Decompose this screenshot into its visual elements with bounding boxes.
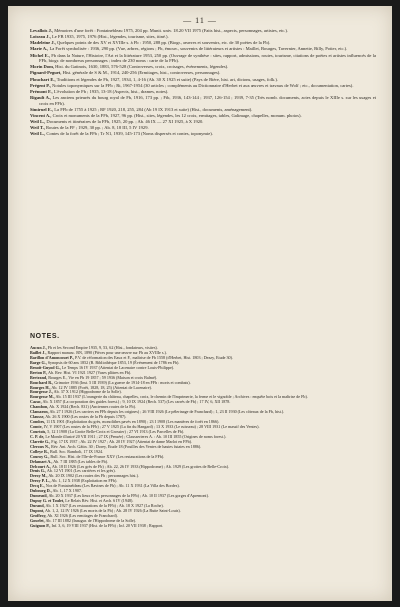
bibliography-entry-author: Marie A.,: [30, 46, 49, 52]
bibliography-entry-text: L'évolution de Fb ; 1935, 13-18 (Aspects, hist., drames, notes).: [52, 88, 169, 94]
note-entry: [30, 524, 376, 529]
bibliography-entry-text: Les anciens prieurés du bourg royal de Fb, 1916, 173 pp. ; Fib, 1936, 143-144 ; 1937, 126-154 ; 1939, 7-35 (Très nomb. documents, actes depuis le XIIIe s. sur les usages et croix en FFb).: [39, 94, 377, 106]
bibliography-entry: [30, 64, 376, 70]
note-entry-text: Synopsis de 60 ans 1852 (B. Bibliothèque 1853, 19 (Événement de 1786 en Fb).: [46, 359, 180, 365]
note-entry-text: Ab. 26 X 1900 (Les routes de la Fb depuis 1787).: [44, 414, 127, 420]
note-entry-text: Bull. Soc. Rambolt, 17 IX 1924.: [49, 448, 104, 454]
note-entry-text: Ab. 27 I 1926 (Les carriers en FFb depuis les origines) ; 26 VIII 1926 (Le pèlerinage de Franchard) ; 1, 23 II 1930 (Les côteaux de la Fb, hist.).: [48, 409, 285, 415]
note-entry-text: Ab. 1, 17 X 1907.: [51, 488, 82, 494]
note-entry-author: Durand,: [30, 503, 45, 508]
bibliography-entry: [30, 46, 376, 52]
bibliography-entry-text: Le FB 1935, 1975, 1976 (Hist., légendes, tourisme, sites, itiné.).: [50, 34, 169, 40]
bibliography-entry: [30, 83, 376, 89]
note-entry-text: Ab. X 1924 (Rech. 831) (Anciennes routes de la Fb).: [48, 404, 136, 410]
notes-heading: NOTES.: [30, 333, 60, 340]
bibliography-entry: [30, 70, 376, 76]
note-entry-author: Couroy G.,: [30, 453, 50, 459]
note-entry-author: Berton P.,: [30, 369, 48, 375]
note-entry-author: Dupont,: [30, 507, 45, 513]
document-page: [8, 6, 392, 601]
bibliography-entry-author: Vincent A.,: [30, 112, 52, 118]
bibliography-entry-author: Michel E.,: [30, 52, 50, 58]
bibliography-entry-author: Prégent P.,: [30, 82, 51, 88]
note-entry-author: Dumesnil,: [30, 493, 48, 499]
note-entry-author: Barillon d'Amoncourt P.,: [30, 354, 74, 360]
note-entry-text: Ab. 18 II 1926 (Les grès de Fb) ; Ab. 22, 26 IV 1933 (Hippodrome) ; Ab. 1929 (Les grottes de Belle-Croix).: [51, 463, 230, 469]
note-entry-author: Colleye R.,: [30, 448, 49, 454]
note-entry-text: Ab. 37 X 1912 (Hippodrome de la Solle).: [52, 389, 122, 395]
bibliography-entry-author: Loiseau J.,: [30, 34, 51, 40]
note-entry-text: 5, 12 I 1908 (La Grotte Belle-Croix et Grossier) ; 27 VI 1913 (Les Parcelles de Fb).: [46, 428, 185, 434]
bibliography-entry: [30, 113, 376, 119]
note-entry-text: Ab. 15 III 1937 (L'orangerie du château, chapelles, croix, le chemin de l'Imprimerie, la ferme et le vignoble ; Archives : enquête bois et la maîtrise de Fb).: [54, 394, 308, 400]
note-entry-text: Fig. 17 IX 1937 ; Ab. 22 IV 1927 ; Ab. 20 IV 1927 (Attentat de dame Marlot en FFb).: [50, 438, 193, 444]
note-entry-text: Bourges E., Vie en Fb 19 1857 ; 59 1936 (Maison et croix Balmé).: [47, 374, 158, 380]
note-entry-text: IV, V 1907 (Les routes de la FFb) ; 27 V 1925 (La fin du Hangard) ; 13 X 1933 (Le ruisseau) ; 28 VIII 1931 (Le massif des Ventes).: [42, 424, 260, 429]
note-entry-author: Deroy M.,: [30, 473, 48, 479]
note-entry-text: Ab. 1, 2, 12 IV 1926 (Les morts de la Fb) ; Ab. 28 IV 1926 (La Butte Saint-Louis).: [44, 507, 181, 513]
note-entry-text: Ab. 12 IV 1885 (Forêt, 1828, 18, 25) (Attentat de Lacenaire).: [50, 384, 152, 390]
note-entry-text: Rapport manusc. BN, 1890 (Pièces pour une œuvre sur Fb au XVIIIe s.).: [46, 349, 167, 355]
bibliography-entry-text: Quelques points de des XV et XVIIIe s. à Fb : 1950, 288 pp. (Biogr., œuvres et souvenirs, etc. de 30 poètes de la Fb).: [55, 40, 271, 46]
bibliography-entry: [30, 53, 376, 64]
bibliography-entry-text: Mémoires d'une forêt : Fontainebleau 1975, 204 pp. Munit. univ. 18.20 VII 1975 (Faits hist., aspects, personnages, artistes, etc.).: [53, 28, 289, 33]
bibliography-entry-author: Plouchart E.,: [30, 76, 56, 82]
bibliography-entry-author: Weil L.,: [30, 131, 46, 137]
bibliography-entry-author: Madeleine J.,: [30, 40, 56, 46]
note-entry-author: Dubourg D.,: [30, 488, 52, 494]
note-entry-text: Ab. 1, 12 X 1938 (Exploitation en FFb).: [50, 478, 118, 484]
bibliography-entry-text: Contes de la forêt de la FFb ; Tr N1, 1939, 145-173 (Noms dispersés et contes, toponymie).: [45, 131, 213, 137]
note-entry-author: Courtois,: [30, 428, 47, 434]
note-entry-author: Bourgesse J.,: [30, 389, 53, 395]
note-entry-text: Fb et les Second Empire 1935, 9, 53, 62 (Hist., fondateurs, visites).: [46, 345, 158, 350]
note-entry-author: Geoffroy,: [30, 512, 47, 518]
note-entry-author: Delamart A.,: [30, 458, 53, 464]
bibliography-entry-text: Fb dans la Nature, l'Histoire, l'Art et la littérature 1953, 250 pp. (Ouvrage de synthèse : sites, rapport, admissions, routes, tourisme, citations de poètes et artistes influencés de la FFb, biogr. de nombreux personnages ; index de 230 noms : carte de la FFb).: [39, 52, 376, 64]
note-entry-text: Le Monde illustré 20 VII 1911 ; 27 IX (Pensée) ; Clausserieres A. : Ab. 10 III 1855 (Origines de noms forest.).: [44, 433, 227, 439]
note-entry-text: Ab. XI 1926 (Les ermitages de Franchard).: [46, 512, 118, 518]
note-entry-author: Baillet J.,: [30, 349, 47, 355]
note-entry-author: C. P. de,: [30, 433, 45, 439]
note-entry-author: Clamaron,: [30, 409, 49, 415]
note-entry-text: Le Temps 16 IV 1937 (Attentat de Lacenaire contre Louis-Philippe).: [60, 364, 175, 370]
note-entry-author: Claretie G.,: [30, 438, 51, 444]
notes-list: [30, 346, 376, 529]
bibliography-entry: [30, 107, 376, 113]
bibliography-entry-text: Hist. du Gatinois, 1630, 1883, 576-528 (Controverses, croix, croisages, événements, légendes).: [54, 64, 229, 70]
note-entry-author: Dupuy G. et Toulet,: [30, 498, 65, 504]
bibliography-entry-author: Weil T.,: [30, 125, 45, 131]
bibliography-entry: [30, 34, 376, 40]
bibliography-entry-author: Morin Dom,: [30, 64, 54, 70]
note-entry-text: Bull. Soc. Hist. de l'Ile-de-France XXV (Les restaurations de la FFb).: [49, 453, 165, 459]
page-number: — 11 —: [183, 16, 217, 25]
note-entry-author: Bourgesse M.,: [30, 394, 55, 400]
note-entry-author: Aucun J.,: [30, 345, 47, 350]
bibliography-entry-text: Traditions et légendes de Fb, 1927, 1934, 1, 4-16 (Ab. 30 X 1925 et suite) (Pays de Bière, hist. art, dictons, usages, folk.).: [55, 76, 279, 82]
note-entry-author: Bouchard R.,: [30, 379, 54, 385]
bibliography-list: [30, 28, 376, 137]
note-entry-text: Ab. X 1857 (La corporation des guides forest.) ; 9, 10 IX 1924 (Rech. 537) (Les carrés de Fb) ; 17 IV, 6, XII 1878.: [41, 399, 231, 405]
bibliography-entry-text: Croix et monuments de la FFb, 1927, 96 pp. (Hist., sites, légendes, les 12 croix, ermitages, tables, Galimage, chapelles, monum. photos).: [51, 112, 302, 118]
note-entry-author: Gourlet,: [30, 517, 45, 523]
note-entry-author: Bourges H.,: [30, 384, 51, 390]
note-entry-author: Bertrand,: [30, 374, 48, 380]
bibliography-entry-text: Hist. générale de S & M., 1914, 240-256 (Ermitages, hist., controverses, personnages).: [61, 70, 221, 76]
bibliography-entry-author: Weil L.,: [30, 118, 46, 124]
note-entry-author: Clausse,: [30, 414, 45, 420]
note-entry-text: Le Relais Rév. Hist. et Arch. 6 IV (1948).: [64, 498, 134, 504]
note-entry-text: Ab. 20 X 1937 (Les lieux et les personnages de la FFb) ; Ab. 10 II 1937 (Les gorges d'Apremont).: [47, 493, 209, 499]
note-entry-text: Inf. 3, 6, 19 VIII 1937 (Hist. de la FFb) ; Inf. 20 VII 1938 ; Rapport.: [50, 522, 164, 528]
note-entry-author: Chambon,: [30, 404, 49, 410]
note-entry-text: Ab. 7 III 1885 (Les tables de Fb).: [52, 458, 109, 464]
note-entry-text: Ab. Rev. Hist. VI 1921 1927 (Vases plâtres en Fb).: [47, 369, 132, 375]
bibliography-entry-text: La Forêt symbolisée : 1936, 290 pp. (Vue, arbres, régions ; Fb, émouv., souvenirs de littérateurs et artistes : Maillet, Bourges, Tavernier, Annette, Billy, Potier, etc.).: [48, 46, 348, 52]
note-entry-author: Cleroux N.,: [30, 443, 51, 449]
note-entry-author: Cazac,: [30, 399, 42, 405]
note-entry-author: Combes,: [30, 419, 46, 425]
note-entry-text: Ab. 1 X 1927 (Les restaurations de la FFb) ; Ab. 18 X 1927 (La Roche).: [44, 503, 164, 508]
note-entry-author: Deroy P. L.,: [30, 478, 51, 484]
note-entry-text: Ab. 17 III 1882 (Inaugur. de l'Hippodrome de la Solle).: [44, 517, 137, 523]
note-entry-author: Benoit-Guyod G.,: [30, 364, 61, 370]
note-entry-author: Barge G.,: [30, 359, 47, 365]
bibliography-entry-text: La FFb de 1755 à 1925 ; RF 1920, 218, 255, 284 (Ab 19 IX 1913 et suite) (Hist., documents, aménagement).: [53, 106, 253, 112]
bibliography-entry-author: Pignard-Peguet,: [30, 70, 62, 76]
bibliography-entry: [30, 89, 376, 95]
bibliography-entry: [30, 119, 376, 125]
bibliography-entry-text: Routes de la FF ; 1929, 30 pp. ; Ab. 8, 18 III, 5 IV 1929.: [44, 125, 149, 131]
note-entry-author: Guignon P.,: [30, 522, 51, 528]
note-entry-text: Ab. 20 IX 1902 (Les routes des Fb ; personnages hist.).: [47, 473, 139, 479]
note-entry-author: Decq E.,: [30, 483, 45, 489]
note-entry-author: Delcourt A.,: [30, 463, 52, 469]
bibliography-entry: [30, 77, 376, 83]
note-entry-text: P.V. de réformation des Eaux et F., maîtrise de Fb 1558 (d'Herbet, Hist. 1803 ; Dezzy, Etude 30).: [73, 354, 233, 360]
bibliography-entry: [30, 125, 376, 131]
bibliography-entry: [30, 28, 376, 34]
bibliography-entry-text: Notules toponymiques sur la FFb ; Ri, 1967-1954 (30 articles ; compléments au Dictionnaire d'Herbet et aux œuvres et travaux de Wolf ; etc., documentation, cartes).: [50, 82, 354, 88]
bibliography-entry: [30, 95, 376, 106]
note-entry-author: Denis G.,: [30, 468, 47, 474]
bibliography-entry-author: Simiruel E.,: [30, 106, 54, 112]
note-entry-author: Comte,: [30, 424, 43, 429]
bibliography-entry-text: Documents et itinéraires de la FFb, 1925, 20 pp. ; Ab. 46 IX — 27 XI 1925, à X 1920.: [45, 118, 204, 124]
bibliography-entry-author: Prémont F.,: [30, 88, 53, 94]
note-entry-text: Grimoire 1936 (Inst. 5 III 1939) (La guerre de 1914-18 en FFb : morts et combats).: [53, 379, 191, 385]
note-entry-text: Ab. 12 VI 1901 (Les carrières et les grès).: [46, 468, 116, 474]
bibliography-entry: [30, 131, 376, 137]
bibliography-entry-author: Rigault A.,: [30, 94, 52, 100]
bibliography-entry: [30, 40, 376, 46]
note-entry-text: 11 IX 1901 (Exploitation du grès, monolithes pavés en 1890) ; 23 I 1908 (Les manières de forêt en 1866).: [45, 419, 220, 425]
note-entry-text: Rév. Ant. Arch. Gâtin. 30 ; Dorey, Etude 18 (Fouilles des Ventes de hautes futaies en 1886).: [50, 443, 202, 449]
note-entry-text: Nos de Fontainebleau (Les Ravines de Fb) ; Ab. 11 X 1931 (La Villa des Bordes).: [44, 483, 180, 489]
bibliography-entry-author: Levallois J.,: [30, 28, 54, 33]
